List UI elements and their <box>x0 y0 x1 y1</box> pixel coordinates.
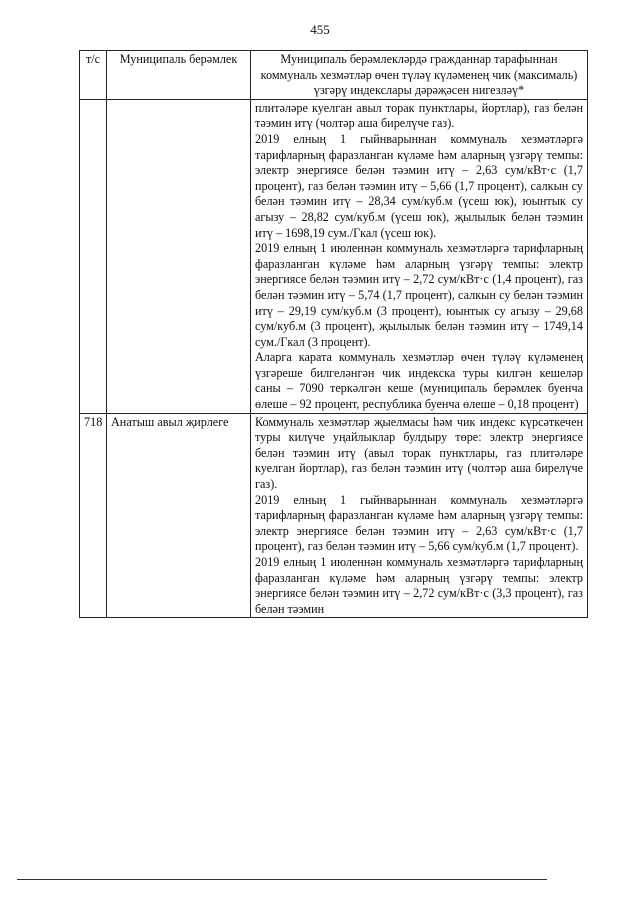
table-header <box>80 51 588 100</box>
paragraph: 2019 елның 1 июленнән коммуналь хезмәтләргә тарифларның фаразланган күләме һәм аларның үзгәрү темпы: электр энергиясе белән тәэмин итү – 2,72 сум/кВт·с (1,4 процент), газ белән тәэмин итү – 5,74 (1,7 процент), салкын су белән тәэмин итү – 29,19 сум/куб.м (3 процент), юынтык су агызу – 29,68 сум/куб.м (3 процент), җылылык белән тәэмин итү – 1749,14 сум./Гкал (3 процент). <box>255 241 583 349</box>
table-row-continued <box>80 99 588 413</box>
header-justification: Муниципаль берәмлекләрдә гражданнар тарафыннан коммуналь хезмәтләр өчен түләү күләменең чик (максималь) үзгәрү индекслары дәрәҗәсен нигезләү* <box>251 51 588 100</box>
paragraph: 2019 елның 1 гыйнварыннан коммуналь хезмәтләргә тарифларның фаразланган күләме һәм аларның үзгәрү темпы: электр энергиясе белән тәэмин итү – 2,63 сум/кВт·с (1,7 процент), газ белән тәэмин итү – 5,66 сум/куб.м (1,7 процент). <box>255 492 583 554</box>
indices-table <box>79 50 588 618</box>
paragraph: плитәләре куелган авыл торак пунктлары, йортлар), газ белән тәэмин итү (чолтәр аша бирелүче газ). <box>255 100 583 131</box>
paragraph: Коммуналь хезмәтләр җыелмасы һәм чик индекс күрсәткечен туры килүче уңайлыклар булдыру төре: электр энергиясе белән тәэмин итү (авыл торак пунктлары, газ плитәләре куелган йортлар), газ белән тәэмин итү (чолтәр аша бирелүче газ). <box>255 414 583 492</box>
row-number <box>80 99 107 413</box>
paragraph: Аларга карата коммуналь хезмәтләр өчен түләү күләменең үзгәреше билгеләнгән чик индекска туры килгән кешеләр саны – 7090 теркәлгән кеше (муниципаль берәмлек буенча өлеше – 92 процент, республика буенча өлеше – 0,18 процент) <box>255 350 583 412</box>
row-number: 718 <box>80 413 107 618</box>
header-municipality: Муниципаль берәмлек <box>107 51 251 100</box>
paragraph: 2019 елның 1 июленнән коммуналь хезмәтләргә тарифларның фаразланган күләме һәм аларның үзгәрү темпы: электр энергиясе белән тәэмин итү – 2,72 сум/кВт·с (3,3 процент), газ белән тәэмин <box>255 555 583 616</box>
table-row-718 <box>80 413 588 618</box>
scan-edge-line <box>17 879 547 880</box>
municipality-name: Анатыш авыл җирлеге <box>107 413 251 618</box>
municipality-name <box>107 99 251 413</box>
paragraph: 2019 елның 1 гыйнварыннан коммуналь хезмәтләргә тарифларның фаразланган күләме һәм аларның үзгәрү темпы: электр энергиясе белән тәэмин итү – 2,63 сум/кВт·с (1,7 процент), газ белән тәэмин итү – 5,66 (1,7 процент), салкын су белән тәэмин итү – 28,34 сум/куб.м (үсеш юк), юынтык су агызу – 28,82 сум/куб.м (үсеш юк), җылылык белән тәэмин итү – 1698,19 сум./Гкал (үсеш юк). <box>255 131 583 240</box>
header-row <box>80 51 588 100</box>
justification-cell <box>251 413 588 618</box>
header-number: т/с <box>80 51 107 100</box>
justification-cell <box>251 99 588 413</box>
page-number: 455 <box>310 22 330 37</box>
